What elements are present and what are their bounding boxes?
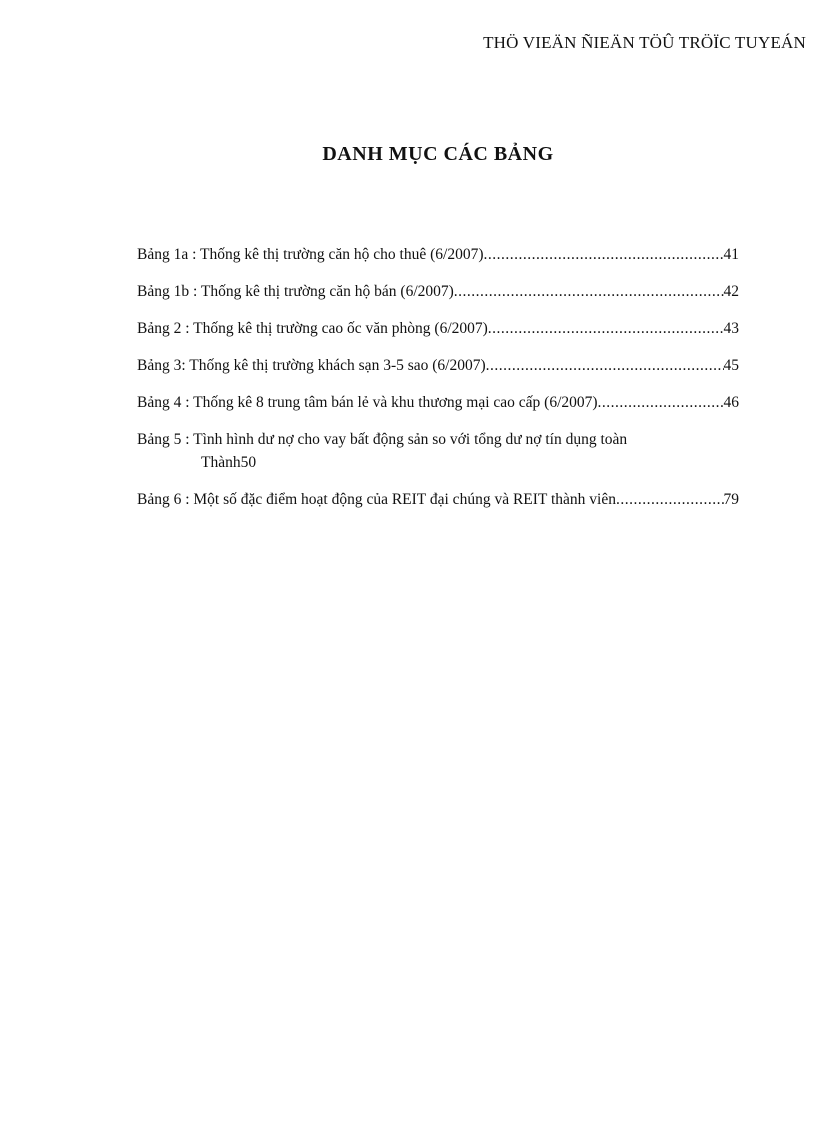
toc-entry[interactable] [137,394,739,417]
toc-entry-label: Bảng 1a : Thống kê thị trường căn hộ cho thuê (6/2007) [137,246,484,263]
toc-entry-label: Bảng 2 : Thống kê thị trường cao ốc văn phòng (6/2007) [137,320,488,337]
dot-leader [598,394,724,412]
toc-entry[interactable] [137,491,739,514]
toc-entry-label: Bảng 5 : Tình hình dư nợ cho vay bất động sản so với tổng dư nợ tín dụng toàn [137,431,628,448]
toc-entry[interactable] [137,246,739,269]
toc-entry[interactable] [137,357,739,380]
toc-entry-page: 46 [723,394,739,411]
toc-entry-page: 42 [723,283,739,300]
dot-leader [486,357,724,375]
toc-entry-label: Bảng 6 : Một số đặc điểm hoạt động của REIT đại chúng và REIT thành viên [137,491,616,508]
dot-leader [488,320,724,338]
toc-entry-label: Bảng 3: Thống kê thị trường khách sạn 3-5 sao (6/2007) [137,357,486,374]
toc-entry-label: Bảng 4 : Thống kê 8 trung tâm bán lẻ và khu thương mại cao cấp (6/2007) [137,394,598,411]
toc-entry-continuation [137,454,739,477]
table-list [137,246,739,528]
page-title: DANH MỤC CÁC BẢNG [322,143,554,165]
toc-entry-label: Bảng 1b : Thống kê thị trường căn hộ bán (6/2007) [137,283,454,300]
toc-entry-page: 45 [723,357,739,374]
header-text: THÖ VIEÄN ÑIEÄN TÖÛ TRÖÏC TUYEÁN [483,33,806,52]
toc-entry[interactable] [137,283,739,306]
toc-entry-page: 43 [723,320,739,337]
dot-leader [454,283,724,301]
toc-entry-label-cont: Thành [201,454,241,471]
dot-leader [483,246,723,264]
toc-entry[interactable] [137,320,739,343]
toc-entry-page: 50 [240,454,257,471]
toc-entry-page: 79 [723,491,739,508]
dot-leader [616,491,724,509]
toc-entry[interactable] [137,431,739,477]
toc-entry-page: 41 [723,246,739,263]
